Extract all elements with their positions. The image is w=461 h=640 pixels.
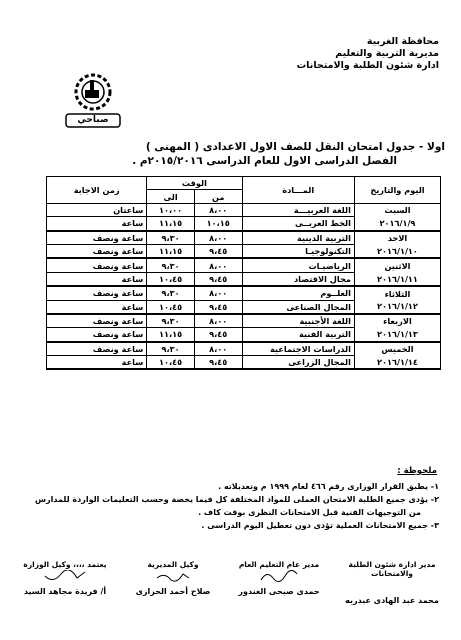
to-cell: ١٠،٠٠ — [147, 203, 195, 216]
duration-cell: ساعة ونصف — [47, 286, 147, 300]
signature-role: مدير عام التعليم العام — [238, 560, 320, 569]
table-row — [47, 272, 441, 286]
table-row — [47, 314, 441, 328]
duration-cell: ساعة — [47, 272, 147, 286]
subject-cell: الدراسات الاجتماعية — [242, 342, 354, 356]
signature-block — [123, 560, 223, 596]
duration-cell: ساعة ونصف — [47, 328, 147, 342]
to-cell: ٩،٣٠ — [147, 258, 195, 272]
header-administration: ادارة شئون الطلبة والامتحانات — [296, 60, 439, 71]
header-from: من — [194, 190, 242, 203]
day-date-cell: ٢٠١٦/١/١١ — [354, 272, 440, 286]
table-row — [47, 231, 441, 245]
day-name-cell: الاثنين — [354, 258, 440, 272]
title-line-1: اولا - جدول امتحان النقل للصف الاول الاعدادى ( المهنى ) — [145, 141, 445, 153]
signature-block — [229, 560, 329, 596]
from-cell: ٩،٤٥ — [194, 356, 242, 370]
header-to: الى — [147, 190, 195, 203]
note-item: ١- يطبق القرار الوزارى رقم ٤٦٦ لعام ١٩٩٩ م وتعديلاته . — [218, 482, 439, 491]
note-item: من التوجيهات الفنية قبل الامتحانات النظرى بوقت كاف . — [198, 508, 421, 517]
header-subject: المـــادة — [242, 177, 354, 204]
subject-cell: المجال الصناعى — [242, 300, 354, 314]
to-cell: ١٠،٤٥ — [147, 356, 195, 370]
table-row — [47, 286, 441, 300]
to-cell: ٩،٣٠ — [147, 314, 195, 328]
from-cell: ٩،٤٥ — [194, 244, 242, 258]
duration-cell: ساعة ونصف — [47, 231, 147, 245]
from-cell: ٩،٤٥ — [194, 300, 242, 314]
day-name-cell: السبت — [354, 203, 440, 216]
to-cell: ١٠،٤٥ — [147, 300, 195, 314]
subject-cell: اللغة العربيـــة — [242, 203, 354, 216]
handwritten-signature-icon — [259, 570, 299, 584]
to-cell: ١١،١٥ — [147, 328, 195, 342]
day-date-cell: ٢٠١٦/١/١٤ — [354, 356, 440, 370]
table-row — [47, 258, 441, 272]
day-date-cell: ٢٠١٦/١/٩ — [354, 217, 440, 231]
table-row — [47, 342, 441, 356]
page-title — [15, 140, 445, 168]
from-cell: ٨،٠٠ — [194, 258, 242, 272]
signature-name: صلاح أحمد الحرازى — [135, 587, 211, 596]
duration-cell: ساعة — [47, 356, 147, 370]
signature-role: وكيل المديرية — [147, 560, 199, 569]
day-date-cell: ٢٠١٦/١/١٠ — [354, 244, 440, 258]
duration-cell: ساعة ونصف — [47, 314, 147, 328]
to-cell: ٩،٣٠ — [147, 286, 195, 300]
table-header-row — [47, 177, 441, 190]
from-cell: ٨،٠٠ — [194, 314, 242, 328]
subject-cell: مجال الاقتصاد — [242, 272, 354, 286]
signature-name: حمدى صبحى الغندور — [238, 587, 320, 596]
to-cell: ١٠،٤٥ — [147, 272, 195, 286]
table-row — [47, 203, 441, 216]
day-date-cell: ٢٠١٦/١/١٣ — [354, 328, 440, 342]
table-row — [47, 217, 441, 231]
from-cell: ٨،٠٠ — [194, 231, 242, 245]
subject-cell: الخط العربــى — [242, 217, 354, 231]
notes-list — [19, 480, 439, 532]
subject-cell: العلــوم — [242, 286, 354, 300]
table-row — [47, 244, 441, 258]
from-cell: ٨،٠٠ — [194, 342, 242, 356]
handwritten-signature-icon — [43, 570, 87, 584]
header-directorate: مديرية التربية والتعليم — [335, 48, 439, 59]
duration-cell: ساعة ونصف — [47, 342, 147, 356]
exam-schedule-table — [46, 176, 441, 370]
note-item: ٢- يؤدى جميع الطلبة الامتحان العملى للمواد المختلفة كل فيما يخصة وحسب التعليمات الواردة للمدارس — [34, 495, 439, 504]
signature-name: محمد عبد الهادى عبدربه — [345, 596, 439, 605]
subject-cell: التربية الفنية — [242, 328, 354, 342]
duration-cell: ساعة ونصف — [47, 258, 147, 272]
from-cell: ٩،٤٥ — [194, 272, 242, 286]
day-name-cell: الاربعاء — [354, 314, 440, 328]
day-name-cell: الخميس — [354, 342, 440, 356]
from-cell: ٨،٠٠ — [194, 203, 242, 216]
header-governorate: محافظة الغربية — [366, 36, 439, 47]
signature-block — [9, 560, 121, 596]
duration-cell: ساعة ونصف — [47, 244, 147, 258]
signature-block — [337, 560, 447, 605]
title-line-2: الفصل الدراسى الاول للعام الدراسى ٢٠١٥/٢٠١٦م . — [132, 155, 397, 167]
notes-title: ملحوظة : — [397, 466, 437, 476]
to-cell: ٩،٣٠ — [147, 342, 195, 356]
header-time: الوقت — [147, 177, 242, 190]
table-row — [47, 300, 441, 314]
day-name-cell: الثلاثاء — [354, 286, 440, 300]
table-row — [47, 328, 441, 342]
header-day: اليوم والتاريخ — [354, 177, 440, 204]
table-row — [47, 356, 441, 370]
signature-role: يعتمد ،،،، وكيل الوزارة — [23, 560, 107, 569]
signature-name: أ/ فريدة مجاهد السيد — [23, 587, 107, 596]
header-duration: زمن الاجابة — [47, 177, 147, 204]
subject-cell: اللغة الأجنبية — [242, 314, 354, 328]
to-cell: ٩،٣٠ — [147, 231, 195, 245]
subject-cell: التكنولوجيـا — [242, 244, 354, 258]
handwritten-signature-icon — [153, 570, 193, 584]
signature-role: مدير ادارة شئون الطلبة والامتحانات — [348, 560, 436, 578]
subject-cell: التربية الدينية — [242, 231, 354, 245]
from-cell: ٨،٠٠ — [194, 286, 242, 300]
to-cell: ١١،١٥ — [147, 244, 195, 258]
logo — [58, 68, 128, 130]
duration-cell: ساعة — [47, 217, 147, 231]
to-cell: ١١،١٥ — [147, 217, 195, 231]
day-name-cell: الاحد — [354, 231, 440, 245]
duration-cell: ساعتان — [47, 203, 147, 216]
duration-cell: ساعة — [47, 300, 147, 314]
from-cell: ١٠،١٥ — [194, 217, 242, 231]
logo-text: صباحي — [77, 115, 109, 125]
from-cell: ٩،٤٥ — [194, 328, 242, 342]
note-item: ٣- جميع الامتحانات العملية تؤدى دون تعطيل اليوم الدراسى . — [201, 521, 439, 530]
subject-cell: الرياضيـات — [242, 258, 354, 272]
header-block — [239, 36, 439, 72]
subject-cell: المجال الزراعى — [242, 356, 354, 370]
day-date-cell: ٢٠١٦/١/١٢ — [354, 300, 440, 314]
